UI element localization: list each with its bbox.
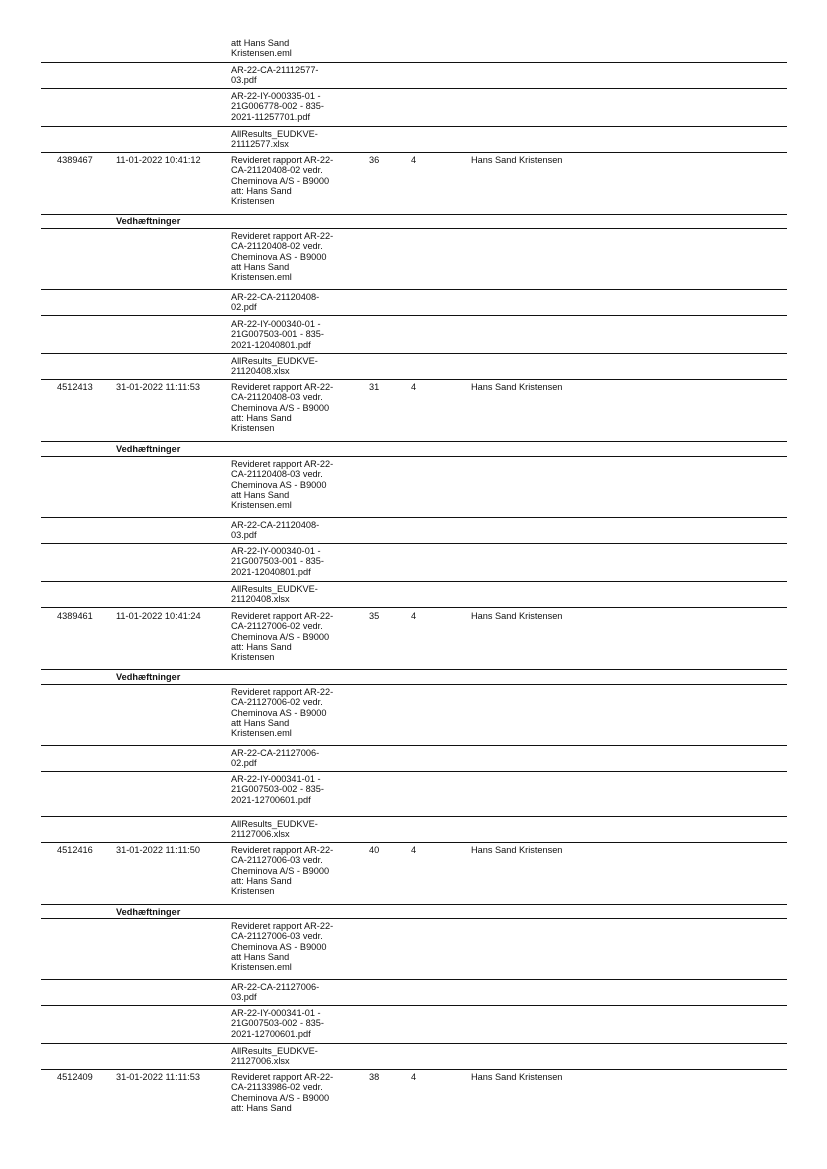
record-id: 4512413 [57,382,93,392]
attachment-filename: Revideret rapport AR-22- CA-21127006-02 vedr. Cheminova AS - B9000 att Hans Sand Kristensen.eml [231,687,334,739]
attachment-row [41,65,787,89]
record-subject: Revideret rapport AR-22- CA-21133986-02 vedr. Cheminova A/S - B9000 att: Hans Sand [231,1072,334,1113]
record-attachment-count: 4 [411,845,417,855]
attachment-filename: AR-22-IY-000341-01 - 21G007503-002 - 835- 2021-12700601.pdf [231,774,324,805]
attachment-row [41,292,787,316]
attachment-row [41,356,787,380]
attachment-row [41,459,787,518]
record-row [41,845,787,905]
record-datetime: 31-01-2022 11:11:53 [116,1072,200,1082]
record-size: 40 [369,845,380,855]
attachment-filename: AR-22-CA-21127006- 03.pdf [231,982,320,1003]
attachment-row [41,819,787,843]
record-id: 4512416 [57,845,93,855]
attachment-row [41,687,787,746]
attachment-filename: AR-22-CA-21120408- 02.pdf [231,292,320,313]
record-user: Hans Sand Kristensen [471,845,563,855]
record-subject: Revideret rapport AR-22- CA-21127006-03 vedr. Cheminova A/S - B9000 att: Hans Sand Kristensen [231,845,334,897]
attachment-filename: AllResults_EUDKVE- 21127006.xlsx [231,1046,318,1067]
record-row [41,382,787,442]
record-subject: Revideret rapport AR-22- CA-21127006-02 vedr. Cheminova A/S - B9000 att: Hans Sand Kristensen [231,611,334,663]
attachment-row [41,1046,787,1070]
attachment-filename: AR-22-CA-21112577- 03.pdf [231,65,319,86]
record-user: Hans Sand Kristensen [471,611,563,621]
attachment-row [41,546,787,582]
record-datetime: 11-01-2022 10:41:24 [116,611,201,621]
record-subject: Revideret rapport AR-22- CA-21120408-03 vedr. Cheminova A/S - B9000 att: Hans Sand Kristensen [231,382,334,434]
record-datetime: 11-01-2022 10:41:12 [116,155,201,165]
record-attachment-count: 4 [411,382,417,392]
attachment-row [41,921,787,980]
attachment-row [41,231,787,290]
record-datetime: 31-01-2022 11:11:53 [116,382,200,392]
attachments-header: Vedhæftninger [116,907,181,917]
attachment-filename: AllResults_EUDKVE- 21112577.xlsx [231,129,318,150]
attachment-row [41,1008,787,1044]
attachment-filename: AR-22-CA-21127006- 02.pdf [231,748,320,769]
record-attachment-count: 4 [411,1072,417,1082]
attachments-header: Vedhæftninger [116,216,181,226]
attachment-row [41,774,787,817]
attachment-filename: AllResults_EUDKVE- 21120408.xlsx [231,584,318,605]
record-id: 4512409 [57,1072,93,1082]
attachment-filename: Revideret rapport AR-22- CA-21120408-02 vedr. Cheminova AS - B9000 att Hans Sand Kristensen.eml [231,231,334,283]
record-id: 4389467 [57,155,93,165]
attachment-row [41,129,787,153]
attachment-row [41,91,787,127]
attachment-filename: AR-22-IY-000341-01 - 21G007503-002 - 835- 2021-12700601.pdf [231,1008,324,1039]
record-size: 31 [369,382,380,392]
record-subject: Revideret rapport AR-22- CA-21120408-02 vedr. Cheminova A/S - B9000 att: Hans Sand Kristensen [231,155,334,207]
record-user: Hans Sand Kristensen [471,382,563,392]
attachment-row [41,584,787,608]
attachments-header-row [41,216,787,229]
record-row [41,611,787,670]
record-row [41,1072,787,1122]
record-size: 38 [369,1072,380,1082]
record-attachment-count: 4 [411,611,417,621]
attachment-row [41,319,787,354]
attachments-header: Vedhæftninger [116,444,181,454]
record-size: 36 [369,155,380,165]
record-size: 35 [369,611,380,621]
attachment-filename: AR-22-IY-000340-01 - 21G007503-001 - 835- 2021-12040801.pdf [231,546,324,577]
attachment-filename: AllResults_EUDKVE- 21120408.xlsx [231,356,318,377]
attachment-row [41,520,787,544]
attachment-filename: AR-22-CA-21120408- 03.pdf [231,520,320,541]
attachment-row [41,38,787,63]
record-user: Hans Sand Kristensen [471,155,563,165]
record-attachment-count: 4 [411,155,417,165]
record-id: 4389461 [57,611,93,621]
attachment-filename: AR-22-IY-000335-01 - 21G006778-002 - 835- 2021-11257701.pdf [231,91,324,122]
attachment-filename: Revideret rapport AR-22- CA-21127006-03 vedr. Cheminova AS - B9000 att Hans Sand Kristensen.eml [231,921,334,973]
attachment-row [41,982,787,1006]
record-user: Hans Sand Kristensen [471,1072,563,1082]
attachment-filename: AllResults_EUDKVE- 21127006.xlsx [231,819,318,840]
record-row [41,155,787,215]
attachment-filename: AR-22-IY-000340-01 - 21G007503-001 - 835- 2021-12040801.pdf [231,319,324,350]
attachments-header-row [41,672,787,685]
attachments-header-row [41,907,787,919]
attachment-filename: Revideret rapport AR-22- CA-21120408-03 vedr. Cheminova AS - B9000 att Hans Sand Kristensen.eml [231,459,334,511]
record-datetime: 31-01-2022 11:11:50 [116,845,200,855]
attachments-header: Vedhæftninger [116,672,181,682]
attachments-header-row [41,444,787,457]
attachment-filename: att Hans Sand Kristensen.eml [231,38,292,59]
attachment-row [41,748,787,772]
